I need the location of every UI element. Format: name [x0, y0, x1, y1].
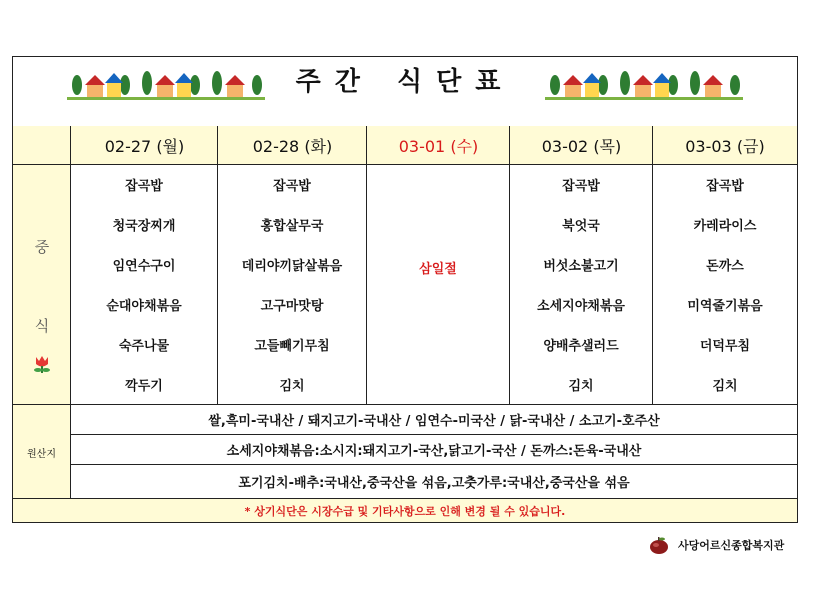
menu-item: 깍두기	[125, 379, 163, 394]
tulip-icon	[32, 354, 52, 374]
menu-item: 잡곡밥	[125, 179, 163, 194]
holiday-label: 삼일절	[419, 262, 457, 277]
side-header-blank	[13, 126, 71, 165]
menu-item: 데리야끼닭살볶음	[241, 259, 343, 274]
menu-item: 돈까스	[706, 259, 744, 274]
organization-footer	[648, 534, 784, 556]
village-decoration-right	[545, 67, 743, 101]
day-menu-5	[653, 165, 797, 404]
origin-row-3: 포기김치-배추:국내산,중국산을 섞음,고춧가루:국내산,중국산을 섞음	[238, 475, 630, 491]
meal-label-2: 식	[34, 317, 50, 335]
menu-item: 김치	[712, 379, 738, 394]
day-menu-2	[218, 165, 367, 404]
day-header-4: 03-02 (목)	[510, 126, 653, 165]
menu-item: 잡곡밥	[562, 179, 600, 194]
menu-item: 북엇국	[562, 219, 600, 234]
menu-item: 미역줄기볶음	[687, 299, 763, 314]
menu-item: 순대야채볶음	[106, 299, 182, 314]
day-menu-4	[510, 165, 653, 404]
column-divider	[366, 126, 367, 404]
menu-item: 잡곡밥	[273, 179, 311, 194]
day-header-1: 02-27 (월)	[71, 126, 218, 165]
menu-item: 더덕무침	[699, 339, 751, 354]
menu-item: 버섯소불고기	[543, 259, 619, 274]
menu-item: 잡곡밥	[706, 179, 744, 194]
day-menu-3	[367, 165, 510, 404]
page-title: 주간 식단표	[295, 67, 515, 97]
day-header-5: 03-03 (금)	[653, 126, 797, 165]
column-divider	[509, 126, 510, 404]
origin-row-2: 소세지야채볶음:소시지:돼지고기-국산,닭고기-국산 / 돈까스:돈육-국내산	[71, 435, 797, 465]
menu-grid	[13, 126, 797, 404]
menu-item: 김치	[279, 379, 305, 394]
menu-item: 고구마맛탕	[260, 299, 324, 314]
origin-row-1: 쌀,흑미-국내산 / 돼지고기-국내산 / 임연수-미국산 / 닭-국내산 / 소고기-호주산	[71, 405, 797, 435]
day-header-2: 02-28 (화)	[218, 126, 367, 165]
day-header-3: 03-01 (수)	[367, 126, 510, 165]
title-row	[13, 57, 797, 127]
apple-icon	[648, 535, 670, 555]
menu-item: 양배추샐러드	[543, 339, 619, 354]
menu-item: 소세지야채볶음	[537, 299, 625, 314]
menu-item: 고들빼기무침	[254, 339, 330, 354]
menu-item: 숙주나물	[118, 339, 170, 354]
column-divider	[217, 126, 218, 404]
menu-item: 임연수구이	[112, 259, 176, 274]
day-menu-1	[71, 165, 218, 404]
menu-table	[12, 56, 798, 523]
menu-item: 청국장찌개	[112, 219, 176, 234]
notice-text: * 상기식단은 시장수급 및 기타사항으로 인해 변경 될 수 있습니다.	[13, 498, 797, 522]
origin-section	[13, 404, 797, 498]
column-divider	[652, 126, 653, 404]
origin-label: 원산지	[13, 405, 71, 499]
meal-label-1: 중	[34, 238, 50, 256]
meal-side-column	[13, 126, 71, 404]
organization-name: 사당어르신종합복지관	[678, 539, 785, 552]
menu-item: 김치	[568, 379, 594, 394]
menu-item: 홍합살무국	[260, 219, 324, 234]
menu-item: 카레라이스	[693, 219, 757, 234]
